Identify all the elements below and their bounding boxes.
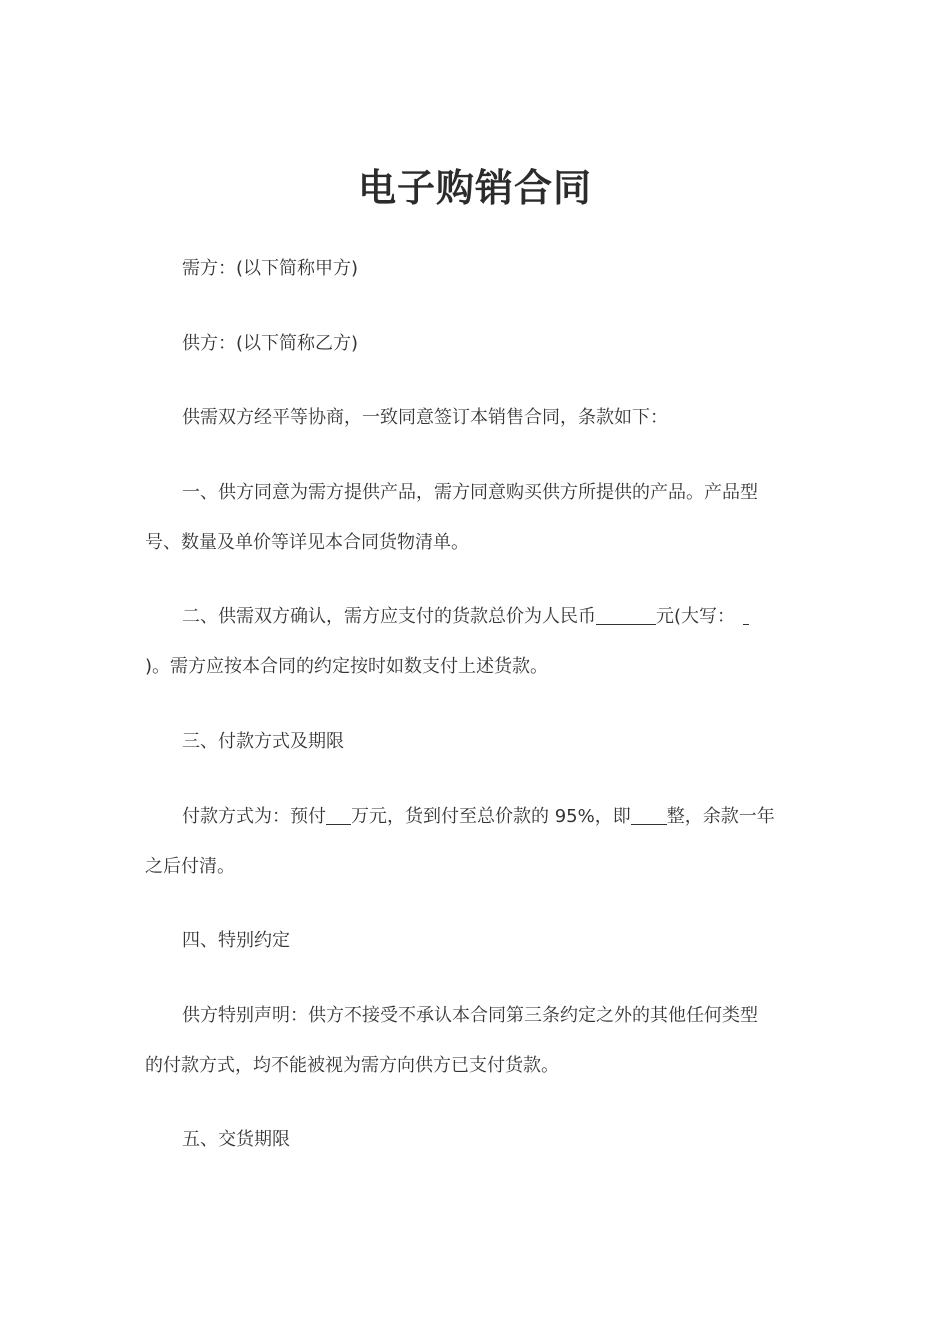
amount-blank <box>596 605 656 625</box>
clause4-line2: 的付款方式，均不能被视为需方向供方已支付货款。 <box>145 1055 559 1076</box>
clause2-line2: )。需方应按本合同的约定按时如数支付上述货款。 <box>145 656 549 677</box>
clause3-text-c: 整，余款一年 <box>666 806 775 827</box>
clause3-heading: 三、付款方式及期限 <box>182 731 344 752</box>
prepay-blank <box>326 805 351 825</box>
clause4-line1: 供方特别声明：供方不接受不承认本合同第三条约定之外的其他任何类型 <box>182 1005 758 1026</box>
amount-uppercase-blank <box>743 605 749 625</box>
clause1-line1: 一、供方同意为需方提供产品，需方同意购买供方所提供的产品。产品型 <box>182 482 758 503</box>
buyer-line: 需方：(以下简称甲方) <box>182 258 359 279</box>
clause3-line2: 之后付清。 <box>145 856 235 877</box>
clause2-line1 <box>145 592 842 642</box>
clause5-heading: 五、交货期限 <box>182 1129 290 1150</box>
clause3-text-b: 万元，货到付至总价款的 95%，即 <box>351 806 631 827</box>
payment-blank <box>631 805 667 825</box>
clause3-text-a: 付款方式为：预付 <box>182 806 326 827</box>
clause4-heading: 四、特别约定 <box>182 930 290 951</box>
clause3-line1 <box>145 792 842 842</box>
clause1-line2: 号、数量及单价等详见本合同货物清单。 <box>145 532 469 553</box>
intro-paragraph: 供需双方经平等协商，一致同意签订本销售合同，条款如下： <box>182 407 668 428</box>
seller-line: 供方：(以下简称乙方) <box>182 333 359 354</box>
document-title: 电子购销合同 <box>357 166 592 210</box>
clause2-text-a: 二、供需双方确认，需方应支付的货款总价为人民币 <box>182 606 596 627</box>
clause2-text-b: 元(大写： <box>656 606 736 627</box>
